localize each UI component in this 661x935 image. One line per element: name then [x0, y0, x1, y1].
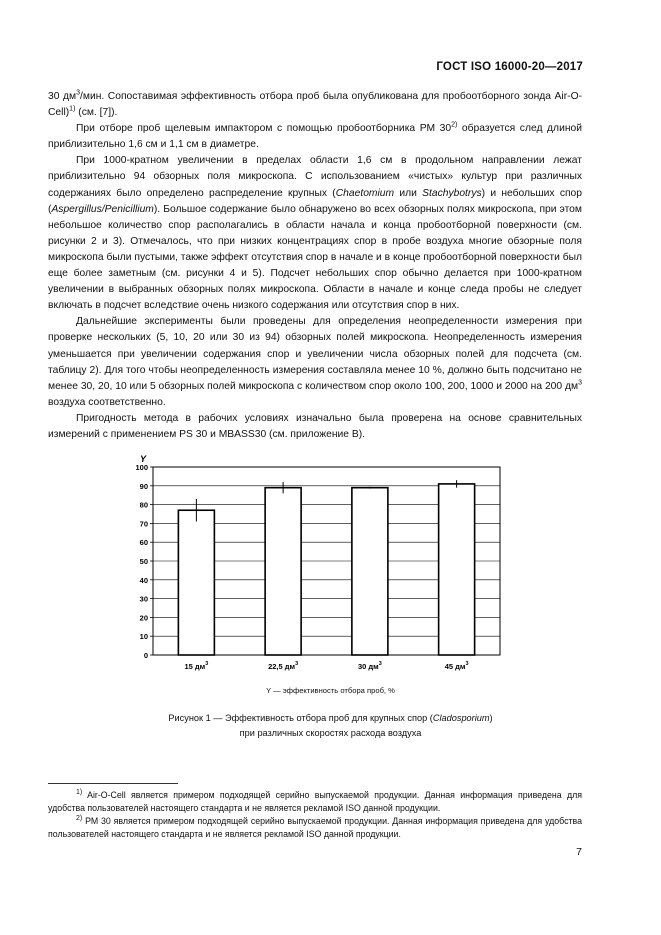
- p2-text-a: При отборе проб щелевым импактором с помощью пробоотборника РМ 30: [76, 123, 452, 135]
- document-header: ГОСТ ISO 16000-20—2017: [436, 61, 583, 73]
- y-tick-label: 70: [139, 519, 148, 529]
- y-tick-label: 90: [139, 481, 148, 491]
- p3-text-b: или: [394, 187, 423, 199]
- footnote-1: [48, 789, 582, 815]
- p3-text-a: При 1000-кратном увеличении в пределах области 1,6 см в продольном направлении лежат приблизительно 94 обзорных поля микроскопа. С использованием «чистых» культур при различных содержаниях было определено распределение крупных (: [48, 155, 582, 199]
- chart-legend: Y — эффективность отбора проб, %: [266, 686, 395, 695]
- caption-line-2: при различных скоростях расхода воздуха: [239, 727, 422, 738]
- y-tick-label: 10: [139, 632, 148, 642]
- p5-text: Пригодность метода в рабочих условиях изначально была проверена на основе сравнительных измерений с применением PS 30 и MBASS30 (см. приложение B).: [48, 412, 582, 440]
- figure-caption: [0, 711, 661, 740]
- y-tick-label: 0: [143, 651, 148, 660]
- x-tick-label: 30 $дм^3$: [357, 661, 382, 671]
- p3-text-d: ). Большое содержание было обнаружено во всех обзорных полях микроскопа, при этом небольшое количество спор располагались в области начала и конца пробоотборной поверхности (см. рисунки 2 и 3). Отмечалось, что при низких концентрациях спор в пробе воздуха многие обзорные поля микроскопа были пустыми, также эффект отсутствия спор в начале и в конце пробоотборной поверхности был еще более заметным (см. рисунки 4 и 5). Подсчет небольших спор обычно делается при 1000-кратном увеличении в выбранных обзорных полях микроскопа. Области в начале и конце следа пробы не следует включать в подсчет вследствие очень низкого содержания или отсутствия спор в них.: [48, 203, 582, 312]
- footnote-2-text: РМ 30 является примером подходящей серийно выпускаемой продукции. Данная информация приведена для удобства пользователей настоящего стандарта и не является рекламой ISO данной продукции.: [48, 816, 582, 839]
- x-tick-label: 45 $дм^3$: [444, 661, 469, 671]
- p3-italic-aspergillus: Aspergillus/Penicillium: [51, 203, 154, 215]
- p3-italic-chaetomium: Chaetomium: [335, 187, 395, 199]
- footnote-1-text: Air-O-Cell является примером подходящей серийно выпускаемой продукции. Данная информация приведена для удобства пользователей настоящего стандарта и не является рекламой ISO данной продукции.: [48, 790, 582, 813]
- y-tick-label: 40: [139, 575, 148, 585]
- footnote-ref-2: 2): [451, 121, 458, 129]
- efficiency-bar-chart: [118, 448, 518, 688]
- y-tick-label: 30: [139, 594, 148, 604]
- p1-text-a: 30 дм: [48, 91, 77, 102]
- bar: [439, 484, 475, 655]
- bar: [352, 488, 388, 655]
- p4-text-a: Дальнейшие эксперименты были проведены для определения неопределенности измерения при проверке нескольких (5, 10, 20 или 30 из 94) обзорных полей микроскопа. Неопределенность измерения уменьшается при увеличении содержания спор и увеличении числа обзорных полей для подсчета (см. таблицу 2). Для того чтобы неопределенность измерения составляла менее 10 %, должно быть подсчитано не менее 30, 20, 10 или 5 обзорных полей микроскопа с количеством спор около 100, 200, 1000 и 2000 на 200 дм: [48, 316, 582, 392]
- footnote-2-number: 2): [76, 815, 83, 823]
- bar: [265, 488, 301, 655]
- caption-italic: Cladosporium: [432, 713, 490, 723]
- y-tick-label: 60: [139, 538, 148, 548]
- x-tick-label: 22,5 $дм^3$: [268, 661, 299, 671]
- y-tick-label: 20: [139, 613, 148, 623]
- p3-italic-stachybotrys: Stachybotrys: [422, 187, 482, 199]
- p2-text-b: образуется след длиной приблизительно 1,6 см и 1,1 см в диаметре.: [48, 123, 582, 151]
- paragraph-3: [48, 153, 582, 314]
- p4-text-b: воздуха соответственно.: [48, 396, 166, 408]
- paragraph-5: [48, 411, 582, 443]
- page-number: 7: [576, 846, 582, 858]
- body-text: [48, 89, 582, 443]
- x-tick-label: 15 $дм^3$: [184, 661, 209, 671]
- y-axis-letter: Y: [139, 454, 147, 464]
- y-tick-label: 100: [135, 463, 148, 472]
- p3-text-c: ) и небольших спор (: [48, 187, 583, 215]
- p4-sup: 3: [578, 379, 582, 387]
- paragraph-4: [48, 314, 582, 411]
- p1-text-c: (см. [7]).: [75, 107, 118, 119]
- y-tick-label: 50: [139, 557, 148, 566]
- caption-line-1: [0, 711, 661, 726]
- bar: [178, 510, 214, 655]
- caption-text-a: Рисунок 1 — Эффективность отбора проб для крупных спор (: [168, 713, 433, 723]
- p1-sup-a: 3: [76, 89, 81, 97]
- footnote-divider: [48, 783, 178, 784]
- y-tick-label: 80: [139, 500, 148, 510]
- caption-text-b: ): [489, 713, 493, 723]
- p1-text-b: /мин. Сопоставимая эффективность отбора проб была опубликована для пробоотборного зонда Air-O-Cell): [48, 91, 583, 119]
- paragraph-2: [48, 121, 582, 153]
- footnote-ref-1: 1): [69, 105, 76, 113]
- paragraph-1: [48, 89, 582, 121]
- footnote-2: [48, 815, 582, 841]
- footnote-1-number: 1): [76, 789, 83, 797]
